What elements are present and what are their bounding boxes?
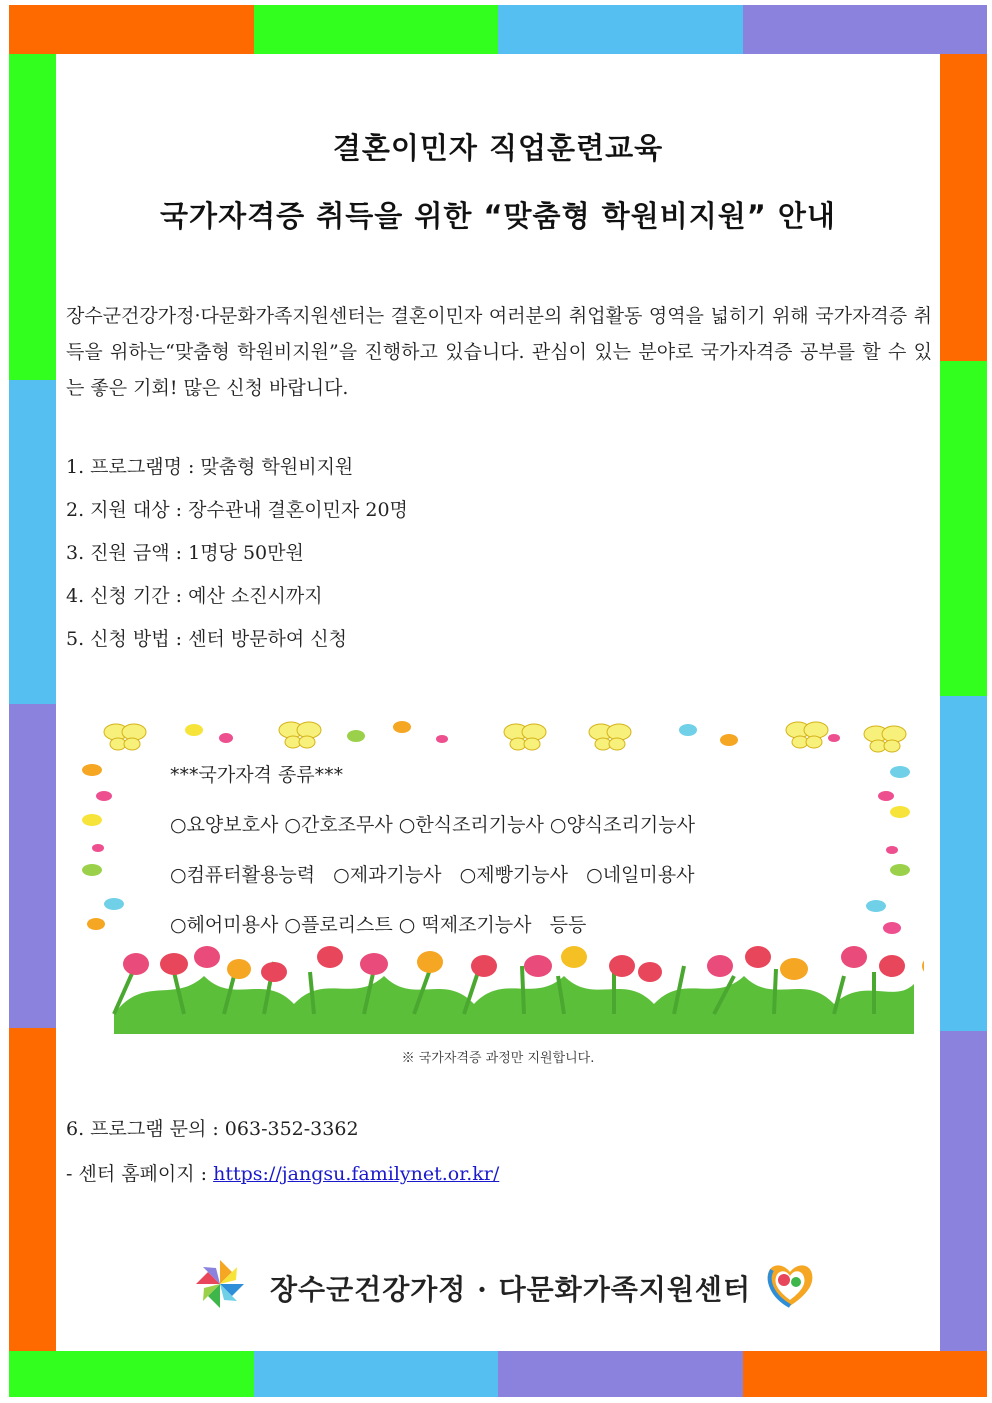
butterfly-icon <box>104 724 146 750</box>
certificate-row: ○헤어미용사 ○플로리스트 ○ 떡제조기능사 등등 <box>170 914 587 936</box>
homepage-label: - 센터 홈페이지 : <box>66 1163 214 1185</box>
border-right-green <box>940 361 987 696</box>
certificate-frame <box>74 714 924 1034</box>
certificate-heading: ***국가자격 종류*** <box>170 764 344 786</box>
support-note: ※ 국가자격증 과정만 지원합니다. <box>401 1051 595 1066</box>
border-left-purple <box>9 704 56 1028</box>
butterfly-icon <box>589 724 631 750</box>
border-bottom-orange <box>743 1351 987 1397</box>
center-name: 장수군건강가정 · 다문화가족지원센터 <box>270 1273 752 1306</box>
border-right-purple <box>940 1031 987 1351</box>
butterfly-icon <box>504 724 546 750</box>
certificate-row: ○컴퓨터활용능력 ○제과기능사 ○제빵기능사 ○네일미용사 <box>170 864 695 886</box>
butterfly-icon <box>279 722 321 748</box>
border-left-orange <box>9 1028 56 1351</box>
tulip-meadow <box>114 976 914 1034</box>
border-top-purple <box>743 5 987 54</box>
border-top-orange <box>9 5 254 54</box>
pinwheel-logo-icon <box>192 1256 248 1312</box>
border-top-green <box>254 5 498 54</box>
title-line-1: 결혼이민자 직업훈련교육 <box>332 131 664 165</box>
info-item-period: 4. 신청 기간 : 예산 소진시까지 <box>66 585 323 607</box>
butterfly-icon <box>864 726 906 752</box>
info-item-method: 5. 신청 방법 : 센터 방문하여 신청 <box>66 628 348 650</box>
info-item-target: 2. 지원 대상 : 장수관내 결혼이민자 20명 <box>66 499 408 521</box>
border-right-orange <box>940 54 987 361</box>
footer <box>56 1252 940 1322</box>
border-top-blue <box>498 5 743 54</box>
certificate-row: ○요양보호사 ○간호조무사 ○한식조리기능사 ○양식조리기능사 <box>170 814 695 836</box>
info-item-program-name: 1. 프로그램명 : 맞춤형 학원비지원 <box>66 456 354 478</box>
family-heart-logo-icon <box>762 1256 818 1312</box>
border-bottom-green <box>9 1351 254 1397</box>
border-left-blue <box>9 380 56 704</box>
butterfly-icon <box>786 722 828 748</box>
border-left-green <box>9 54 56 380</box>
border-bottom-purple <box>498 1351 743 1397</box>
border-right-blue <box>940 696 987 1031</box>
homepage-link[interactable]: https://jangsu.familynet.or.kr/ <box>213 1163 500 1185</box>
contact-homepage <box>66 1159 499 1186</box>
border-bottom-blue <box>254 1351 498 1397</box>
info-item-amount: 3. 진원 금액 : 1명당 50만원 <box>66 542 304 564</box>
contact-phone: 6. 프로그램 문의 : 063-352-3362 <box>66 1118 359 1140</box>
title-line-2: 국가자격증 취득을 위한 “맞춤형 학원비지원” 안내 <box>160 199 836 233</box>
document-body <box>56 54 940 1351</box>
intro-paragraph: 장수군건강가정·다문화가족지원센터는 결혼이민자 여러분의 취업활동 영역을 넓히기 위해 국가자격증 취득을 위하는“맞춤형 학원비지원”을 진행하고 있습니다. 관심이 있는 분야로 국가자격증 공부를 할 수 있는 좋은 기회! 많은 신청 바랍니다. <box>66 305 932 399</box>
